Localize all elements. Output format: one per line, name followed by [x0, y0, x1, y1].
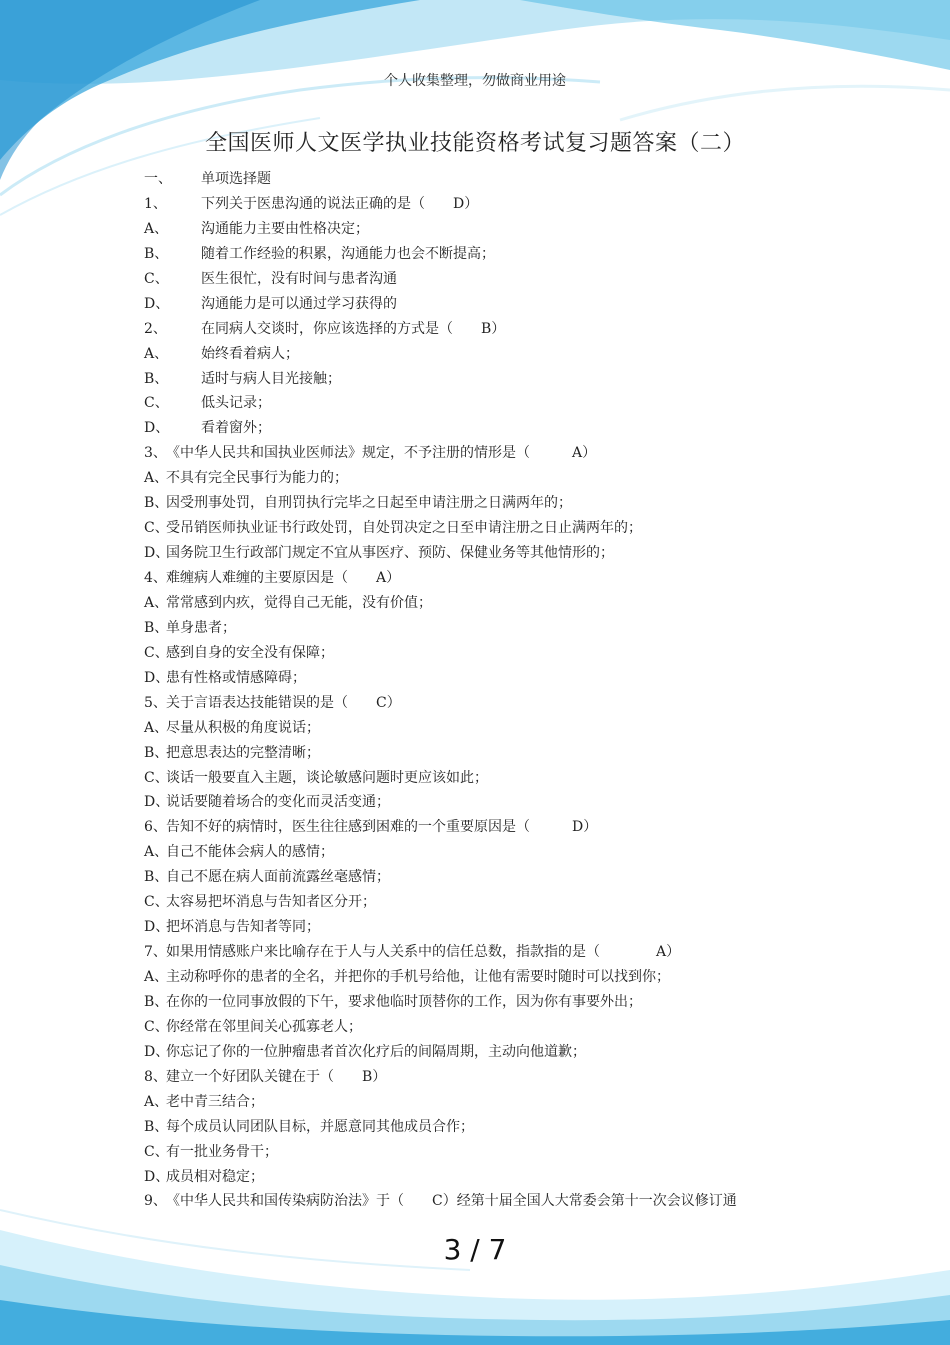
document-line	[144, 741, 864, 766]
item-marker: 4、	[144, 570, 167, 586]
item-text: 难缠病人难缠的主要原因是（ A）	[166, 570, 401, 586]
item-text: 每个成员认同团队目标，并愿意同其他成员合作；	[166, 1118, 474, 1135]
page-number: 3 / 7	[443, 1233, 507, 1266]
item-marker: B、	[144, 744, 169, 761]
document-line	[144, 616, 864, 641]
document-line	[144, 217, 864, 242]
item-text: 国务院卫生行政部门规定不宜从事医疗、预防、保健业务等其他情形的；	[166, 545, 614, 562]
item-marker: B、	[144, 370, 169, 387]
item-text: 把意思表达的完整清晰；	[166, 744, 320, 761]
item-marker: 2、	[144, 320, 167, 337]
document-title: 全国医师人文医学执业技能资格考试复习题答案（二）	[204, 131, 745, 156]
item-marker: D、	[144, 295, 170, 312]
item-text: 始终看着病人；	[201, 345, 299, 362]
document-line	[144, 890, 864, 915]
item-text: 感到自身的安全没有保障；	[166, 644, 334, 661]
document-line	[144, 840, 864, 865]
item-text: 沟通能力是可以通过学习获得的	[201, 295, 397, 312]
item-text: 建立一个好团队关键在于（ B）	[166, 1068, 387, 1085]
document-line	[144, 1165, 864, 1190]
item-text: 随着工作经验的积累，沟通能力也会不断提高；	[201, 245, 495, 262]
document-line	[144, 815, 864, 840]
item-text: 适时与病人目光接触；	[201, 370, 341, 387]
document-line	[144, 367, 864, 392]
item-marker: B、	[144, 869, 169, 886]
item-marker: A、	[144, 345, 169, 362]
item-marker: A、	[144, 719, 169, 736]
item-marker: D、	[144, 1043, 170, 1060]
item-text: 自己不愿在病人面前流露丝毫感情；	[166, 869, 390, 886]
item-marker: C、	[144, 769, 169, 786]
item-text: 常常感到内疚，觉得自己无能，没有价值；	[166, 594, 432, 611]
item-text: 把坏消息与告知者等同；	[166, 919, 320, 936]
item-marker: D、	[144, 919, 170, 936]
item-marker: 5、	[144, 694, 167, 711]
item-text: 沟通能力主要由性格决定；	[201, 220, 369, 237]
item-marker: A、	[144, 594, 169, 611]
item-marker: D、	[144, 420, 170, 437]
item-text: 《中华人民共和国传染病防治法》于（ C）经第十届全国人大常委会第十一次会议修订通	[166, 1193, 737, 1210]
item-marker: D、	[144, 794, 170, 811]
document-line	[144, 865, 864, 890]
document-line	[144, 292, 864, 317]
document-line	[144, 541, 864, 566]
item-text: 下列关于医患沟通的说法正确的是（ D）	[201, 195, 479, 212]
item-text: 受吊销医师执业证书行政处罚，自处罚决定之日至申请注册之日止满两年的；	[166, 520, 642, 537]
document-line	[144, 317, 864, 342]
item-text: 老中青三结合；	[166, 1093, 264, 1110]
item-text: 关于言语表达技能错误的是（ C）	[166, 694, 401, 711]
item-marker: C、	[144, 270, 169, 287]
item-text: 说话要随着场合的变化而灵活变通；	[166, 794, 390, 811]
item-text: 有一批业务骨干；	[166, 1143, 278, 1160]
item-marker: B、	[144, 245, 169, 262]
item-marker: 8、	[144, 1068, 167, 1085]
item-text: 单身患者；	[166, 619, 236, 636]
document-line	[144, 1065, 864, 1090]
item-marker: 6、	[144, 819, 167, 836]
document-line	[144, 915, 864, 940]
item-text: 成员相对稳定；	[166, 1168, 264, 1185]
document-line	[144, 691, 864, 716]
item-text: 不具有完全民事行为能力的；	[166, 470, 348, 487]
item-marker: A、	[144, 844, 169, 861]
item-text: 你经常在邻里间关心孤寡老人；	[166, 1018, 362, 1035]
document-line	[144, 940, 864, 965]
document-line	[144, 1115, 864, 1140]
item-text: 《中华人民共和国执业医师法》规定，不予注册的情形是（ A）	[166, 445, 597, 462]
document-line	[144, 391, 864, 416]
item-text: 主动称呼你的患者的全名，并把你的手机号给他，让他有需要时随时可以找到你；	[166, 969, 670, 985]
document-line	[144, 1189, 864, 1214]
item-text: 在你的一位同事放假的下午，要求他临时顶替你的工作，因为你有事要外出；	[166, 993, 642, 1010]
document-line	[144, 416, 864, 441]
item-text: 如果用情感账户来比喻存在于人与人关系中的信任总数，指款指的是（ A）	[166, 944, 681, 961]
item-text: 看着窗外；	[201, 420, 271, 437]
document-line	[144, 716, 864, 741]
item-marker: D、	[144, 545, 170, 562]
document-line	[144, 1140, 864, 1165]
document-line	[144, 342, 864, 367]
document-line	[144, 790, 864, 815]
document-line	[144, 990, 864, 1015]
document-line	[144, 491, 864, 516]
document-line	[144, 1015, 864, 1040]
item-marker: A、	[144, 969, 169, 985]
item-text: 太容易把坏消息与告知者区分开；	[166, 894, 376, 911]
item-text: 尽量从积极的角度说话；	[166, 719, 320, 736]
item-text: 谈话一般要直入主题，谈论敏感问题时更应该如此；	[166, 769, 488, 786]
document-line	[144, 516, 864, 541]
item-marker: C、	[144, 894, 169, 911]
item-marker: C、	[144, 644, 169, 661]
document-line	[144, 666, 864, 691]
document-line	[144, 766, 864, 791]
item-marker: A、	[144, 220, 169, 237]
document-line	[144, 965, 864, 990]
document-line	[144, 1040, 864, 1065]
item-marker: 9、	[144, 1193, 167, 1210]
item-marker: 1、	[144, 195, 167, 212]
document-line	[144, 441, 864, 466]
item-marker: A、	[144, 1093, 169, 1110]
item-text: 因受刑事处罚，自刑罚执行完毕之日起至申请注册之日满两年的；	[166, 495, 572, 512]
item-marker: C、	[144, 520, 169, 537]
question-list	[144, 167, 864, 1214]
item-text: 单项选择题	[201, 171, 271, 187]
item-marker: B、	[144, 619, 169, 636]
item-marker: A、	[144, 470, 169, 487]
item-text: 你忘记了你的一位肿瘤患者首次化疗后的间隔周期，主动向他道歉；	[166, 1043, 586, 1060]
item-text: 在同病人交谈时，你应该选择的方式是（ B）	[201, 320, 506, 337]
item-text: 自己不能体会病人的感情；	[166, 844, 334, 861]
item-marker: C、	[144, 1018, 169, 1035]
document-line	[144, 591, 864, 616]
document-line	[144, 167, 864, 192]
item-marker: C、	[144, 395, 169, 412]
item-text: 低头记录；	[201, 395, 271, 412]
document-line	[144, 267, 864, 292]
document-line	[144, 1090, 864, 1115]
document-line	[144, 566, 864, 591]
item-marker: B、	[144, 993, 169, 1010]
item-marker: 3、	[144, 445, 167, 462]
item-marker: B、	[144, 495, 169, 512]
item-marker: B、	[144, 1118, 169, 1135]
document-line	[144, 641, 864, 666]
item-text: 告知不好的病情时，医生往往感到困难的一个重要原因是（ D）	[166, 819, 598, 836]
item-marker: C、	[144, 1143, 169, 1160]
item-marker: 一、	[144, 171, 172, 187]
item-marker: D、	[144, 669, 170, 686]
item-text: 患有性格或情感障碍；	[166, 669, 306, 686]
document-line	[144, 466, 864, 491]
document-line	[144, 192, 864, 217]
item-marker: 7、	[144, 944, 167, 961]
item-text: 医生很忙，没有时间与患者沟通	[201, 270, 397, 287]
item-marker: D、	[144, 1168, 170, 1185]
header-note: 个人收集整理，勿做商业用途	[384, 73, 566, 89]
document-line	[144, 242, 864, 267]
